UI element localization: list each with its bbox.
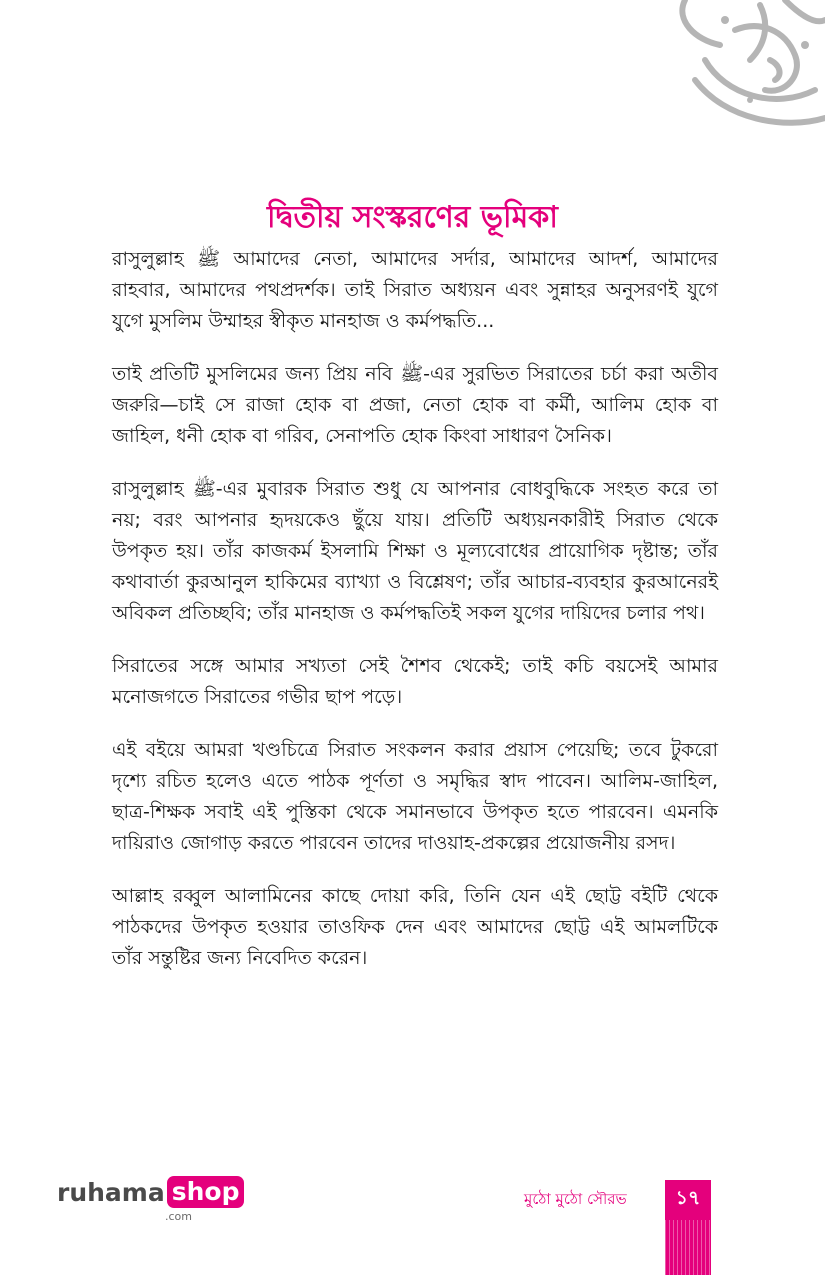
- paragraph: রাসুলুল্লাহ ﷺ-এর মুবারক সিরাত শুধু যে আপনার বোধবুদ্ধিকে সংহত করে তা নয়; বরং আপনার হৃদয়কেও ছুঁয়ে যায়। প্রতিটি অধ্যয়নকারীই সিরাত থেকে উপকৃত হয়। তাঁর কাজকর্ম ইসলামি শিক্ষা ও মূল্যবোধের প্রায়োগিক দৃষ্টান্ত; তাঁর কথাবার্তা কুরআনুল হাকিমের ব্যাখ্যা ও বিশ্লেষণ; তাঁর আচার-ব্যবহার কুরআনেরই অবিকল প্রতিচ্ছবি; তাঁর মানহাজ ও কর্মপদ্ধতিই সকল যুগের দায়িদের চলার পথ।: [112, 478, 718, 624]
- paragraph: এই বইয়ে আমরা খণ্ডচিত্রে সিরাত সংকলন করার প্রয়াস পেয়েছি; তবে টুকরো দৃশ্যে রচিত হলেও এতে পাঠক পূর্ণতা ও সমৃদ্ধির স্বাদ পাবেন। আলিম-জাহিল, ছাত্র-শিক্ষক সবাই এই পুস্তিকা থেকে সমানভাবে উপকৃত হতে পারবেন। এমনকি দায়িরাও জোগাড় করতে পারবেন তাদের দাওয়াহ-প্রকল্পের প্রয়োজনীয় রসদ।: [112, 739, 718, 854]
- page-number-tab: [665, 1180, 711, 1275]
- brand-name: ruhama: [57, 1177, 165, 1207]
- preface-body: [112, 244, 718, 996]
- paragraph: তাই প্রতিটি মুসলিমের জন্য প্রিয় নবি ﷺ-এর সুরভিত সিরাতের চর্চা করা অতীব জরুরি—চাই সে রাজা হোক বা প্রজা, নেতা হোক বা কর্মী, আলিম হোক বা জাহিল, ধনী হোক বা গরিব, সেনাপতি হোক কিংবা সাধারণ সৈনিক।: [112, 363, 719, 447]
- page-number: ১৭: [675, 1187, 701, 1209]
- ruhama-shop-logo: [57, 1176, 244, 1223]
- paragraph: আল্লাহ রব্বুল আলামিনের কাছে দোয়া করি, তিনি যেন এই ছোট্ট বইটি থেকে পাঠকদের উপকৃত হওয়ার তাওফিক দেন এবং আমাদের ছোট্ট এই আমলটিকে তাঁর সন্তুষ্টির জন্য নিবেদিত করেন।: [112, 885, 718, 969]
- arabic-calligraphy-icon: [665, 0, 825, 135]
- paragraph: রাসুলুল্লাহ ﷺ আমাদের নেতা, আমাদের সর্দার, আমাদের আদর্শ, আমাদের রাহবার, আমাদের পথপ্রদর্শক। তাই সিরাত অধ্যয়ন এবং সুন্নাহর অনুসরণই যুগে যুগে মুসলিম উম্মাহর স্বীকৃত মানহাজ ও কর্মপদ্ধতি...: [112, 248, 719, 332]
- paragraph: সিরাতের সঙ্গে আমার সখ্যতা সেই শৈশব থেকেই; তাই কচি বয়সেই আমার মনোজগতে সিরাতের গভীর ছাপ পড়ে।: [112, 655, 718, 708]
- brand-highlight: shop: [167, 1176, 245, 1208]
- tab-stripes: [665, 1220, 711, 1275]
- running-footer-title: মুঠো মুঠো সৌরভ: [524, 1190, 627, 1208]
- brand-domain: .com: [165, 1210, 192, 1223]
- page-title: দ্বিতীয় সংস্করণের ভূমিকা: [267, 200, 558, 235]
